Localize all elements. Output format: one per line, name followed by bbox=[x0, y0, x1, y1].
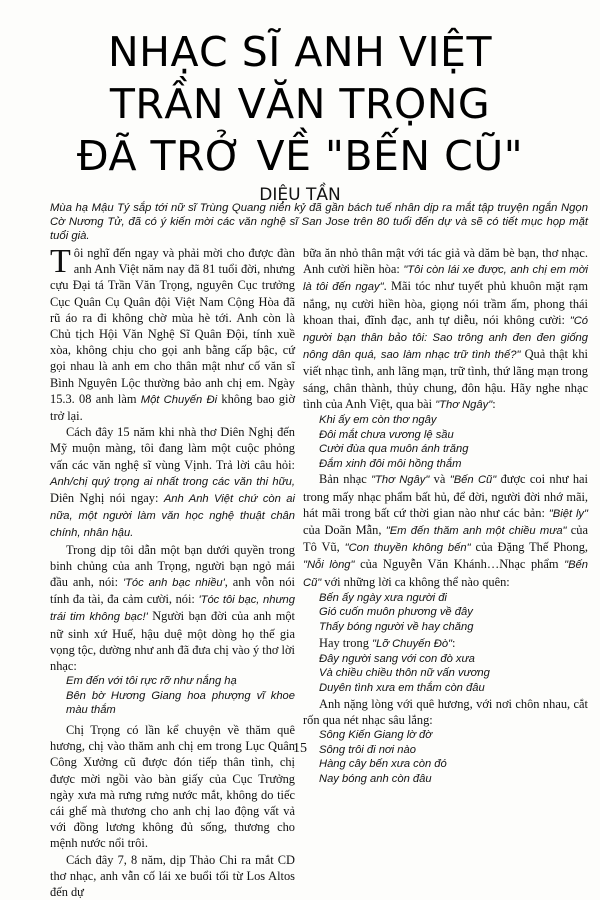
text: Trong dịp tôi dẫn một bạn dưới quyền trong binh chủng của anh Trọng, người bạn ngỏ mái đầu anh, nói: bbox=[50, 542, 295, 590]
right-column bbox=[303, 245, 588, 786]
verse bbox=[319, 728, 588, 786]
text: của Tô Vũ, bbox=[303, 523, 589, 555]
text: được coi như hai trong mấy nhạc phẩm bất hủ, để đời, người đời nhớ mãi, hát mãi trong bất cứ thời gian nào như các bản: bbox=[303, 472, 588, 520]
text: Cách đây 15 năm khi nhà thơ Diên Nghị đến Mỹ muộn màng, tôi đang làm một cuộc phỏng vấn các văn nghệ sĩ vùng Vịnh. Trả lời câu hỏi: bbox=[50, 425, 295, 472]
paragraph bbox=[50, 424, 295, 541]
text: không bao giờ trở lại. bbox=[50, 391, 295, 424]
text-italic: "Tôi còn lái xe được, anh chị em mời là tôi đến ngay" bbox=[303, 264, 588, 294]
left-column bbox=[50, 245, 295, 900]
verse bbox=[319, 591, 588, 635]
verse-line: Duyên tình xưa em thắm còn đâu bbox=[319, 682, 485, 694]
text-italic: "Bến Cũ" bbox=[449, 474, 497, 487]
text: của Nguyễn Văn Khánh…Nhạc phẩm bbox=[354, 557, 565, 572]
text: của Đặng Thế Phong, bbox=[470, 540, 589, 555]
verse-line: Thấy bóng người về hay chăng bbox=[319, 621, 474, 634]
text: bữa ăn nhỏ thân mật với tác giả và dăm bè bạn, thơ nhạc. Anh cười hiền hòa: bbox=[303, 246, 588, 277]
verse-line: Em đến với tôi rực rỡ như nắng hạ bbox=[66, 675, 237, 688]
paragraph bbox=[50, 245, 295, 424]
paragraph bbox=[50, 542, 295, 675]
text: , anh vỗn nói tính đa tài, đa cảm cười, nói: bbox=[50, 575, 295, 607]
intro-paragraph: Mùa hạ Mậu Tý sắp tới nữ sĩ Trùng Quang niên kỷ đã gần bách tuế nhân dịp ra mắt tập truyện ngắn Ngọn Cờ Nương Tử, đã có ý kiến mời các văn nghệ sĩ San Jose trên 80 tuổi đến dự và sẽ có tiết mục họp mặt tuổi già. bbox=[50, 202, 588, 242]
verse bbox=[319, 652, 588, 696]
verse-line: Và chiều chiều thôn nữ vấn vương bbox=[319, 667, 490, 680]
text: Diên Nghị nói ngay: bbox=[50, 491, 164, 506]
paragraph: Chị Trọng có lần kể chuyện về thăm quê hương, chị vào thăm anh chị em trong Lục Quân Công Xưởng cũ được đón tiếp thân tình, chị được mời ngồi vào bàn giấy của Cục Trưởng ngày xưa mà rưng rưng nước mắt, không do tiếc cái ghế mà thương cho anh chị lao động vất vả với đồng lương không đủ sống, thương cho mệnh nước nổi trôi. bbox=[50, 723, 295, 851]
verse bbox=[319, 413, 588, 471]
text: của Doãn Mẫn, bbox=[303, 523, 386, 538]
paragraph bbox=[303, 245, 588, 413]
verse-line: Bên bờ Hương Giang hoa phượng vĩ khoe màu thắm bbox=[66, 689, 295, 717]
verse bbox=[66, 674, 295, 718]
text-italic: "Thơ Ngây" bbox=[435, 398, 493, 411]
text-italic: "Lỡ Chuyến Đò" bbox=[372, 637, 453, 650]
text-italic: "Thơ Ngây" bbox=[371, 474, 430, 487]
verse-line: Đây người sang với con đò xưa bbox=[319, 652, 475, 665]
text-italic: 'Tóc tôi bạc, nhưng trái tim không bạc!' bbox=[50, 594, 295, 624]
text: . Mãi tóc như tuyết phủ khuôn mặt rạm nắng, nụ cười hiền hòa, giọng nói trầm ấm, phong thái khoan thai, đĩnh đạc, anh tự diễu, nói không cười: bbox=[303, 279, 588, 327]
paragraph: Cách đây 7, 8 năm, dịp Thảo Chi ra mắt CD thơ nhạc, anh vẫn cố lái xe buổi tối từ Los Altos đến dự bbox=[50, 852, 295, 900]
text-italic: Anh/chị quý trọng ai nhất trong các văn thi hữu, bbox=[50, 475, 295, 488]
author-name: DIỆU TẦN bbox=[259, 185, 341, 205]
text: Người bạn đời của anh một nữ sinh xứ Huế, hậu duệ một dòng họ thế gia vọng tộc, dường như anh đã đưa chị vào ý thơ lời nhạc: bbox=[50, 609, 295, 674]
text-italic: "Biệt ly" bbox=[548, 507, 588, 520]
text-italic: Anh Anh Việt chứ còn ai nữa, một người làm văn học nghệ thuật chân chính, nhân hậu. bbox=[50, 493, 295, 540]
verse-line: Sông Kiến Giang lờ đờ bbox=[319, 729, 433, 741]
paragraph: Anh nặng lòng với quê hương, với nơi chôn nhau, cắt rốn qua nét nhạc sâu lắng: bbox=[303, 696, 588, 727]
text-italic: "Con thuyền không bến" bbox=[344, 542, 471, 555]
verse-line: Nay bóng anh còn đâu bbox=[319, 772, 432, 785]
text-italic: "Nỗi lòng" bbox=[303, 559, 355, 572]
text: với những lời ca không thể nào quên: bbox=[321, 574, 510, 589]
text-italic: "Có người bạn thân bảo tôi: Sao trông anh đen đen giống nông dân quá, sao làm nhạc trữ tình thế?" bbox=[303, 314, 588, 362]
text: Bản nhạc bbox=[319, 472, 372, 487]
text-italic: "Bến Cũ" bbox=[303, 559, 588, 589]
verse-line: Đôi mắt chưa vương lệ sầu bbox=[319, 428, 454, 441]
verse-line: Bến ấy ngày xưa người đi bbox=[319, 591, 447, 604]
verse-line: Khi ấy em còn thơ ngây bbox=[319, 414, 437, 427]
text: Hay trong bbox=[319, 635, 372, 650]
drop-cap: T bbox=[50, 243, 71, 280]
verse-line: Đắm xinh đôi môi hồng thắm bbox=[319, 457, 462, 470]
text: : bbox=[452, 635, 456, 650]
paragraph bbox=[303, 471, 588, 590]
verse-line: Hàng cây bến xưa còn đó bbox=[319, 758, 447, 771]
verse-line: Sông trôi đi nơi nào bbox=[319, 743, 416, 756]
verse-line: Gió cuốn muôn phương về đây bbox=[319, 606, 473, 619]
text-italic: 'Tóc anh bạc nhiều' bbox=[122, 577, 225, 590]
text-italic: Một Chuyến Đi bbox=[140, 393, 218, 406]
text: Quả thật khi viết nhạc tình, anh lãng mạn, trữ tình, thứ lãng mạn trong sáng, chân thành, thủy chung, đôn hậu. Hãy nghe nhạc tình của Anh Việt, qua bài bbox=[303, 347, 588, 411]
text: : bbox=[492, 396, 496, 411]
text: và bbox=[429, 472, 450, 487]
title-line-3: ĐÃ TRỞ VỀ "BẾN CŨ" bbox=[76, 132, 524, 180]
paragraph bbox=[303, 635, 588, 652]
page-number: 15 bbox=[293, 741, 307, 756]
title-line-1: NHẠC SĨ ANH VIỆT bbox=[107, 28, 493, 76]
text: ôi nghĩ đến ngay và phải mời cho được đàn anh Anh Việt năm nay đã 81 tuổi đời, nhưng cựu Đại tá Trần Văn Trọng, nguyên Cục trưởng Cục Quân Cụ Quân đội Việt Nam Cộng Hòa đã rũ áo ra đi không chờ mùa hè tới. Anh còn là Chủ tịch Hội Văn Nghệ Sĩ Quân Đội, tính xuề xòa, không chịu cho gọi anh bằng cấp bậc, cứ gọi nhau là anh em cho thân mật như cố văn sĩ Bình Nguyên Lộc thường bảo anh chị em. Ngày 15.3. 08 anh làm bbox=[50, 246, 295, 406]
title-line-2: TRẦN VĂN TRỌNG bbox=[109, 80, 491, 128]
text-italic: "Em đến thăm anh một chiều mưa" bbox=[385, 525, 567, 538]
verse-line: Cười đùa qua muôn ánh trăng bbox=[319, 443, 469, 456]
